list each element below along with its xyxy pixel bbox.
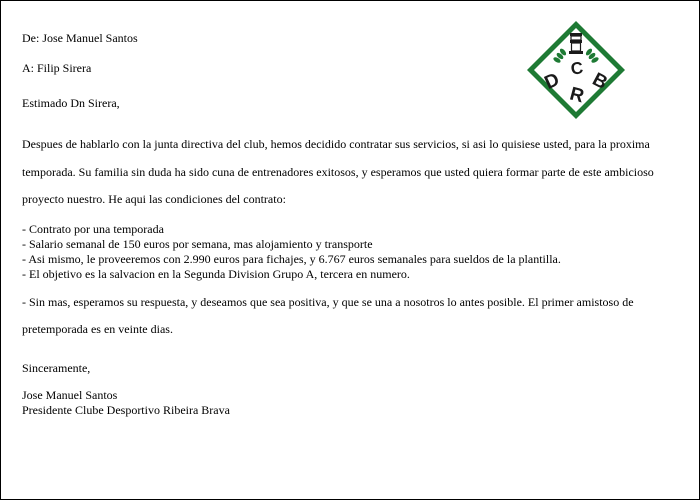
logo-letter-c: C (569, 58, 585, 79)
logo-letter-r: R (567, 83, 587, 108)
condition-item: - El objetivo es la salvacion en la Segunda Division Grupo A, tercera en numero. (22, 266, 410, 281)
condition-item: - Asi mismo, le proveeremos con 2.990 euros para fichajes, y 6.767 euros semanales para sueldos de la plantilla. (22, 251, 561, 266)
intro-paragraph (22, 131, 682, 214)
paragraph-line: Despues de hablarlo con la junta directiva del club, hemos decidido contratar sus servicios, si asi lo quisiese usted, para la proxima (22, 137, 650, 151)
signature-title: Presidente Clube Desportivo Ribeira Brava (22, 402, 230, 417)
paragraph-line: pretemporada es en veinte dias. (22, 322, 173, 336)
recipient-line: A: Filip Sirera (22, 61, 92, 75)
sender-line: De: Jose Manuel Santos (22, 31, 138, 45)
tower-icon (569, 33, 583, 54)
logo-letter-b: B (588, 68, 611, 94)
signature-name: Jose Manuel Santos (22, 387, 118, 402)
condition-item: - Salario semanal de 150 euros por semana, mas alojamiento y transporte (22, 236, 373, 251)
paragraph-line: - Sin mas, esperamos su respuesta, y deseamos que sea positiva, y que se una a nosotros lo antes posible. El primer amistoso de (22, 294, 634, 309)
signoff: Sinceramente, (22, 360, 91, 375)
closing-paragraph (22, 289, 682, 344)
paragraph-line: proyecto nuestro. He aqui las condiciones del contrato: (22, 192, 286, 206)
greeting: Estimado Dn Sirera, (22, 96, 120, 110)
condition-item: - Contrato por una temporada (22, 221, 164, 236)
logo-letter-d: D (541, 69, 563, 94)
paragraph-line: temporada. Su familia sin duda ha sido cuna de entrenadores exitosos, y esperamos que usted quiera formar parte de este ambicioso (22, 164, 654, 179)
conditions-list (22, 222, 682, 282)
club-crest-logo (525, 19, 627, 121)
